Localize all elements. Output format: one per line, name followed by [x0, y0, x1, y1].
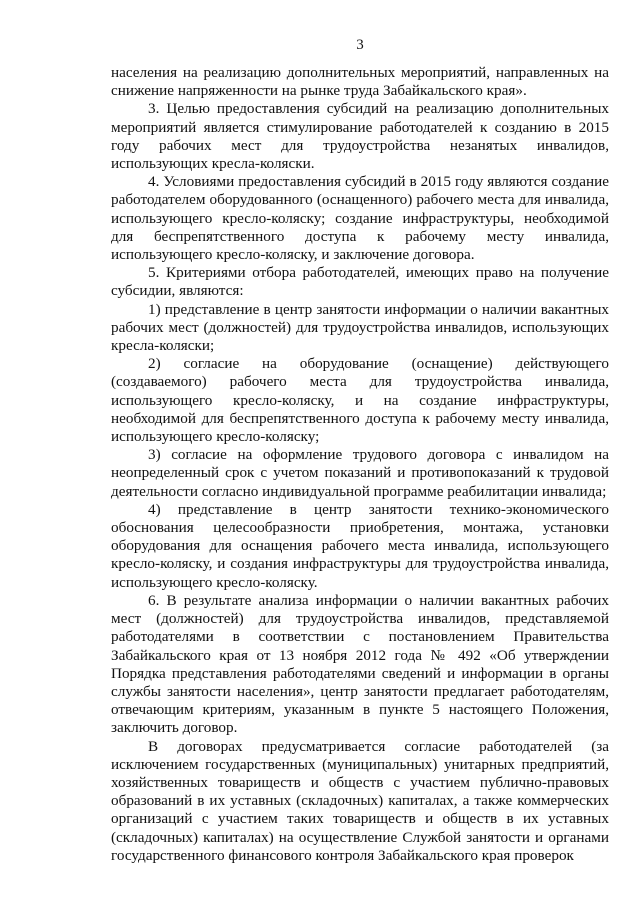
paragraph-continuation: населения на реализацию дополнительных мероприятий, направленных на снижение напряженности на рынке труда Забайкальского края». — [111, 64, 609, 100]
paragraph-item-5: 5. Критериями отбора работодателей, имеющих право на получение субсидии, являются: — [111, 264, 609, 300]
paragraph-item-4: 4. Условиями предоставления субсидий в 2015 году являются создание работодателем оборудованного (оснащенного) рабочего места для инвалида, использующего кресло-коляску; создание инфраструктуры, необходимой для беспрепятственного доступа к рабочему месту инвалида, использующего кресло-коляску, и заключение договора. — [111, 173, 609, 264]
criterion-3: 3) согласие на оформление трудового договора с инвалидом на неопределенный срок с учетом показаний и противопоказаний к трудовой деятельности согласно индивидуальной программе реабилитации инвалида; — [111, 446, 609, 500]
criterion-4: 4) представление в центр занятости технико-экономического обоснования целесообразности приобретения, монтажа, установки оборудования для оснащения рабочего места инвалида, использующего кресло-коляску, и создания инфраструктуры для трудоустройства инвалида, использующего кресло-коляску. — [111, 500, 609, 591]
paragraph-item-3: 3. Целью предоставления субсидий на реализацию дополнительных мероприятий является стимулирование работодателей к созданию в 2015 году рабочих мест для трудоустройства незанятых инвалидов, использующих кресла-коляски. — [111, 100, 609, 173]
paragraph-item-6: 6. В результате анализа информации о наличии вакантных рабочих мест (должностей) для трудоустройства инвалидов, представляемой работодателями в соответствии с постановлением Правительства Забайкальского края от 13 ноября 2012 года № 492 «Об утверждении Порядка представления работодателями сведений и информации в органы службы занятости населения», центр занятости предлагает работодателям, отвечающим критериям, указанным в пункте 5 настоящего Положения, заключить договор. — [111, 591, 609, 737]
document-page — [111, 36, 609, 865]
criterion-1: 1) представление в центр занятости информации о наличии вакантных рабочих мест (должностей) для трудоустройства инвалидов, использующих кресла-коляски; — [111, 300, 609, 355]
paragraph-contracts: В договорах предусматривается согласие работодателей (за исключением государственных (муниципальных) унитарных предприятий, хозяйственных товариществ и обществ с участием публично-правовых образований в их уставных (складочных) капиталах, а также коммерческих организаций с участием таких товариществ и обществ в их уставных (складочных) капиталах) на осуществление Службой занятости и органами государственного финансового контроля Забайкальского края проверок — [111, 737, 609, 864]
criterion-2: 2) согласие на оборудование (оснащение) действующего (создаваемого) рабочего места для трудоустройства инвалида, использующего кресло-коляску, и на создание инфраструктуры, необходимой для беспрепятственного доступа к рабочему месту инвалида, использующего кресло-коляску; — [111, 355, 609, 446]
page-number: 3 — [356, 37, 364, 53]
